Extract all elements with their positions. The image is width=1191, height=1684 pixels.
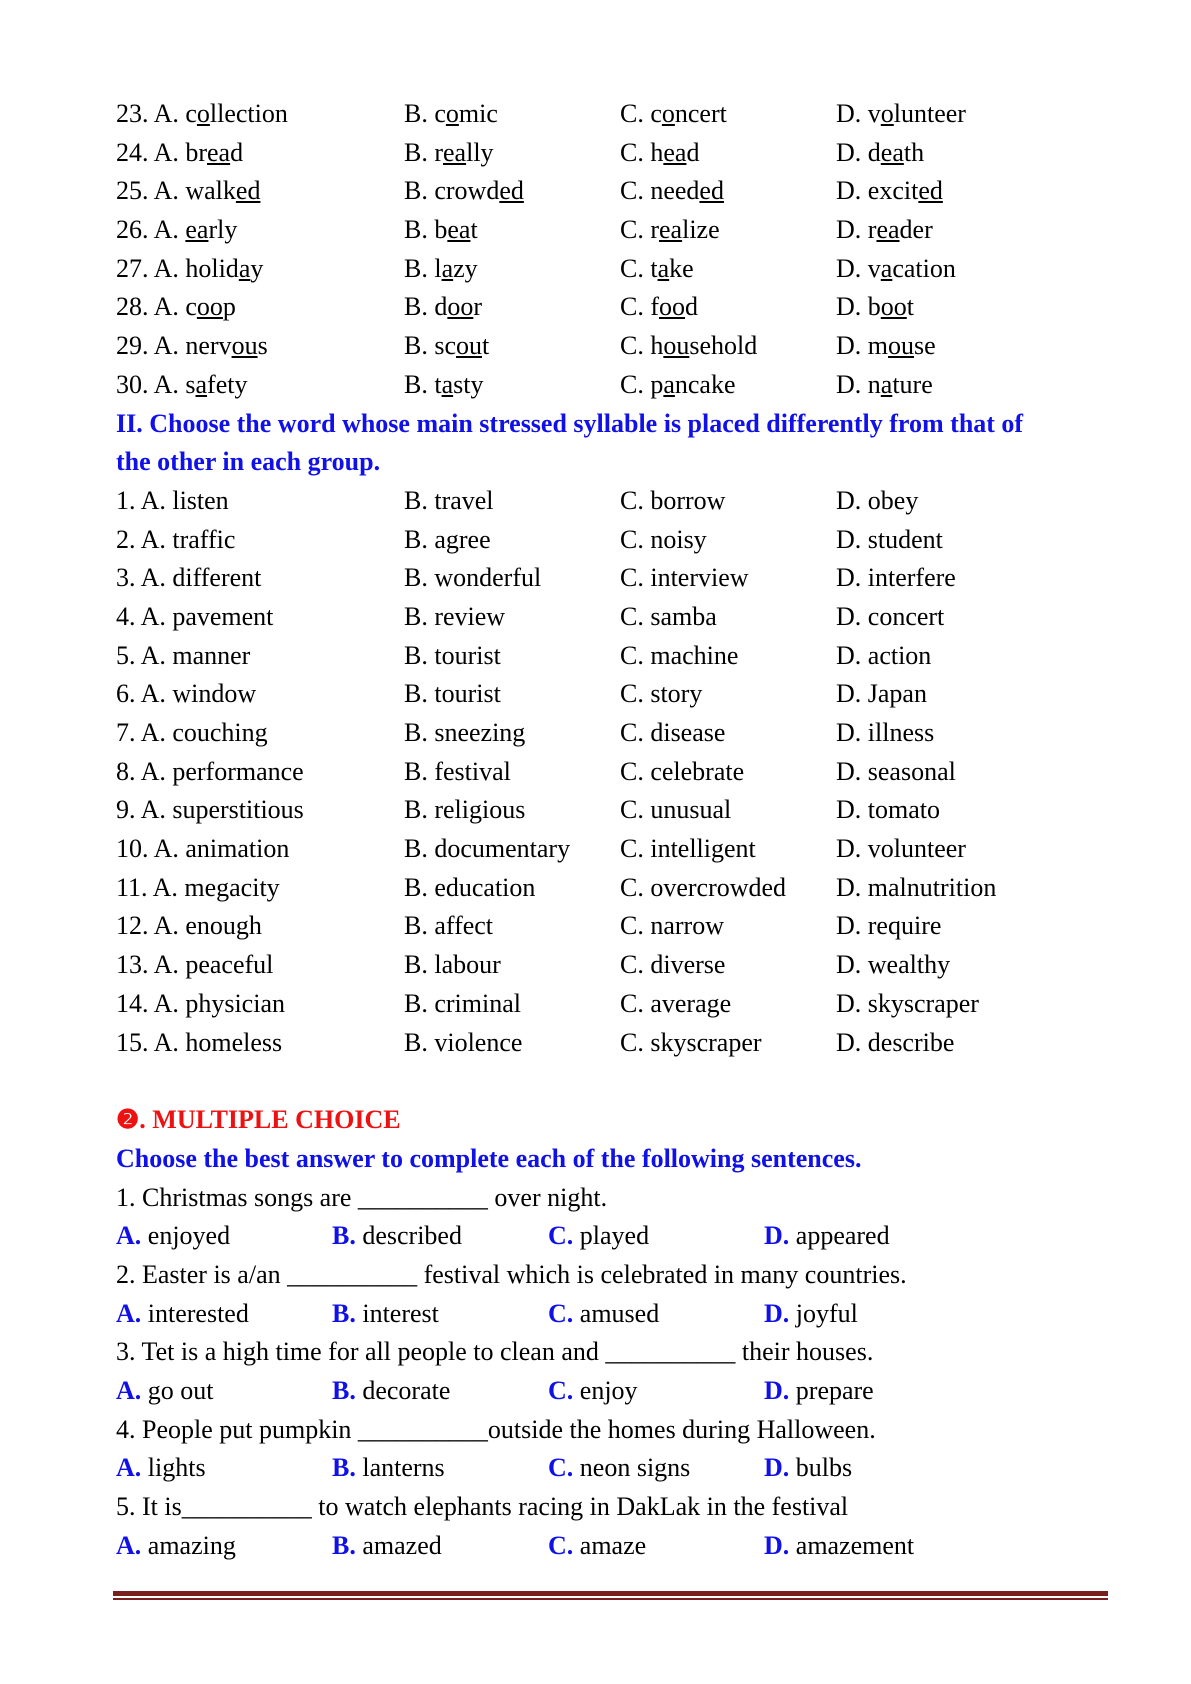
answer-option [116,1217,230,1256]
stress-option: C. skyscraper [620,1027,762,1057]
option-text-after: y [250,253,264,283]
answer-option [332,1217,462,1256]
question-number: 25. [116,176,149,206]
pronunciation-option [836,134,924,173]
stress-option: B. review [404,601,506,631]
stress-option: 6. A. window [116,679,257,709]
answer-option [332,1449,445,1488]
answer-options [116,1527,1116,1566]
option-text-before: D. n [836,369,881,399]
answer-option [548,1527,646,1566]
option-text-before: A. br [153,137,208,167]
stress-option: B. wonderful [404,563,542,593]
answer-option [332,1372,450,1411]
underlined-sound: o [196,99,210,128]
stress-row [116,1024,1116,1063]
option-letter: A. [116,1221,142,1251]
option-text-after: d [685,292,698,322]
stress-option: D. action [836,640,932,670]
pronunciation-option [404,288,482,327]
option-text-after: sty [453,369,484,399]
answer-option [332,1295,439,1334]
stress-option: C. samba [620,601,717,631]
underlined-sound: a [195,369,208,399]
stress-row [116,675,1116,714]
stress-option: B. agree [404,524,491,554]
stress-row [116,985,1116,1024]
option-word: go out [147,1376,214,1406]
footer-rule-thick [113,1591,1108,1596]
underlined-sound: ea [185,215,209,245]
option-word: interested [147,1298,249,1328]
underlined-sound: a [238,253,251,283]
option-text-after: lunteer [893,99,966,128]
pronunciation-option [116,95,288,134]
option-letter: A. [116,1298,142,1328]
option-word: interest [362,1298,439,1328]
option-text-before: D. m [836,331,888,361]
pronunciation-option [116,366,247,405]
pronunciation-option [620,211,720,250]
underlined-sound: ea [880,137,904,167]
option-text-before: C. h [620,331,664,361]
option-text-before: A. nerv [153,331,232,361]
stress-option: C. celebrate [620,756,745,786]
answer-option [548,1295,659,1334]
stress-option: C. interview [620,563,749,593]
stress-option: 14. A. physician [116,988,285,1018]
answer-option [116,1527,236,1566]
stress-row [116,946,1116,985]
option-text-after: ture [892,369,933,399]
option-text-after: mic [458,99,498,128]
option-word: enjoy [579,1376,638,1406]
pronunciation-row [116,95,1116,134]
option-letter: C. [548,1221,574,1251]
option-text-before: B. b [404,215,448,245]
underlined-sound: o [880,99,894,128]
stress-option: 10. A. animation [116,834,290,864]
question-text: 3. Tet is a high time for all people to clean and __________ their houses. [116,1337,874,1367]
stress-option: C. noisy [620,524,707,554]
option-word: amazing [147,1530,236,1560]
question-text: 1. Christmas songs are __________ over night. [116,1182,608,1212]
stress-option: C. unusual [620,795,732,825]
option-letter: C. [548,1530,574,1560]
option-text-after: fety [207,369,248,399]
stress-option: C. borrow [620,485,726,515]
option-text-after: t [906,292,915,322]
multiple-choice-questions [116,1179,1116,1566]
option-word: described [362,1221,462,1251]
answer-options [116,1295,1116,1334]
option-text-after: se [914,331,936,361]
stress-row [116,521,1116,560]
stress-option: B. criminal [404,988,521,1018]
underlined-sound: ou [456,331,482,361]
option-word: amazement [795,1530,915,1560]
underlined-sound: ed [235,176,261,206]
option-word: lights [147,1453,206,1483]
option-text-after: d [230,137,244,167]
stress-option: B. tourist [404,679,501,709]
stress-option: C. overcrowded [620,872,787,902]
stress-option: 8. A. performance [116,756,304,786]
pronunciation-option [404,95,498,134]
answer-option [332,1527,442,1566]
option-text-before: D. d [836,137,881,167]
underlined-sound: ea [207,137,231,167]
option-letter: B. [332,1376,356,1406]
option-text-after: llection [209,99,288,128]
question-number: 24. [116,137,149,167]
pronunciation-row [116,172,1116,211]
stress-row [116,907,1116,946]
pronunciation-option [116,250,263,289]
pronunciation-option [620,327,757,366]
option-text-before: B. sc [404,331,456,361]
option-letter: A. [116,1453,142,1483]
question-number: 23. [116,99,149,128]
pronunciation-option [836,95,966,134]
option-text-before: A. s [153,369,196,399]
stress-option: B. tourist [404,640,501,670]
question-number: 28. [116,292,149,322]
stress-option: B. violence [404,1027,523,1057]
option-text-before: B. d [404,292,448,322]
stress-option: C. average [620,988,732,1018]
option-letter: B. [332,1221,356,1251]
pronunciation-row [116,366,1116,405]
stress-option: D. interfere [836,563,956,593]
section-2-heading-line1: II. Choose the word whose main stressed syllable is placed differently from that of [116,408,1024,438]
option-word: amazed [362,1530,442,1560]
option-word: prepare [795,1376,874,1406]
underlined-sound: oo [196,292,223,322]
option-text-before: C. f [620,292,659,322]
pronunciation-option [404,172,524,211]
answer-option [764,1527,914,1566]
stress-option: 11. A. megacity [116,872,280,902]
underlined-sound: o [661,99,675,128]
pronunciation-row [116,211,1116,250]
question-number: 30. [116,369,149,399]
pronunciation-option [836,250,956,289]
pronunciation-option [404,250,478,289]
stress-option: D. illness [836,718,935,748]
stress-option: B. sneezing [404,718,526,748]
option-text-before: B. r [404,137,443,167]
pronunciation-option [836,211,933,250]
stress-option: 3. A. different [116,563,262,593]
option-text-before: C. p [620,369,664,399]
option-text-after: s [257,331,268,361]
underlined-sound: oo [659,292,685,322]
underlined-sound: ou [231,331,258,361]
option-text-after: rly [208,215,238,245]
option-letter: C. [548,1376,574,1406]
stress-option: C. machine [620,640,739,670]
answer-options [116,1372,1116,1411]
stress-option: C. narrow [620,911,724,941]
stress-option: 7. A. couching [116,718,268,748]
question-number: 27. [116,253,149,283]
stress-option: D. Japan [836,679,927,709]
question-number: 29. [116,331,149,361]
multiple-choice-title: ❷. MULTIPLE CHOICE [116,1105,401,1135]
pronunciation-option [836,288,914,327]
section-2-heading [116,405,1116,482]
underlined-sound: a [657,253,670,283]
stress-section [116,482,1116,1062]
stress-option: C. disease [620,718,726,748]
underlined-sound: ea [659,215,683,245]
pronunciation-option [404,211,478,250]
option-text-after: ncake [674,369,736,399]
option-letter: B. [332,1453,356,1483]
stress-option: D. tomato [836,795,940,825]
option-text-before: C. h [620,137,664,167]
stress-row [116,830,1116,869]
pronunciation-row [116,327,1116,366]
option-text-before: D. r [836,215,877,245]
option-text-after: zy [453,253,478,283]
section-2-heading-line2: the other in each group. [116,447,381,477]
stress-option: D. volunteer [836,834,966,864]
footer-rule-thin [113,1598,1108,1600]
stress-option: D. seasonal [836,756,956,786]
pronunciation-option [404,366,483,405]
option-text-after: t [482,331,490,361]
stress-option: D. wealthy [836,950,951,980]
option-letter: D. [764,1298,790,1328]
option-text-before: D. v [836,253,881,283]
underlined-sound: a [880,253,893,283]
option-word: decorate [362,1376,451,1406]
answer-options [116,1217,1116,1256]
answer-options [116,1449,1116,1488]
underlined-sound: ou [888,331,914,361]
answer-option [116,1372,214,1411]
option-letter: D. [764,1221,790,1251]
option-letter: B. [332,1298,356,1328]
option-word: enjoyed [147,1221,231,1251]
stress-option: 12. A. enough [116,911,262,941]
option-text-after: d [686,137,700,167]
stress-option: B. documentary [404,834,571,864]
stress-row [116,598,1116,637]
option-text-before: C. need [620,176,700,206]
stress-option: D. require [836,911,942,941]
stress-option: D. skyscraper [836,988,979,1018]
pronunciation-option [620,172,724,211]
option-word: bulbs [795,1453,853,1483]
option-text-before: D. excit [836,176,919,206]
stress-option: 5. A. manner [116,640,251,670]
pronunciation-option [620,95,727,134]
worksheet-page [116,95,1116,1566]
option-text-before: B. c [404,99,446,128]
pronunciation-option [116,172,260,211]
underlined-sound: ou [663,331,690,361]
pronunciation-option [116,288,236,327]
underlined-sound: a [441,253,454,283]
option-word: amaze [579,1530,647,1560]
stress-row [116,482,1116,521]
option-text-before: A. walk [153,176,236,206]
question-text: 2. Easter is a/an __________ festival which is celebrated in many countries. [116,1260,907,1289]
pronunciation-option [116,134,243,173]
option-text-after: sehold [689,331,758,361]
stress-row [116,791,1116,830]
answer-option [764,1295,858,1334]
stress-option: C. diverse [620,950,726,980]
option-text-after: der [899,215,933,245]
stress-option: 2. A. traffic [116,524,236,554]
underlined-sound: oo [447,292,474,322]
option-letter: B. [332,1530,356,1560]
option-letter: A. [116,1376,142,1406]
option-text-before: C. c [620,99,662,128]
option-text-after: lly [466,137,494,167]
stress-option: 4. A. pavement [116,601,274,631]
stress-option: B. education [404,872,536,902]
answer-option [548,1217,649,1256]
underlined-sound: ed [918,176,943,206]
stress-option: D. describe [836,1027,955,1057]
pronunciation-option [116,327,268,366]
option-text-before: B. crowd [404,176,500,206]
underlined-sound: ea [443,137,467,167]
option-word: amused [579,1298,660,1328]
option-text-before: A. [153,215,186,245]
question-text: 4. People put pumpkin __________outside the homes during Halloween. [116,1414,876,1444]
underlined-sound: a [880,369,893,399]
stress-row [116,637,1116,676]
stress-row [116,869,1116,908]
stress-row [116,559,1116,598]
answer-option [764,1372,874,1411]
stress-option: B. travel [404,485,494,515]
option-text-after: r [473,292,483,322]
underlined-sound: oo [880,292,907,322]
option-text-after: lize [682,215,720,245]
stress-row [116,753,1116,792]
stress-option: B. festival [404,756,511,786]
pronunciation-option [836,327,936,366]
option-text-before: C. t [620,253,658,283]
stress-option: D. concert [836,601,945,631]
pronunciation-option [836,366,933,405]
option-text-before: B. l [404,253,442,283]
underlined-sound: ed [699,176,724,206]
option-text-before: D. v [836,99,881,128]
option-text-before: B. t [404,369,442,399]
pronunciation-option [404,134,494,173]
option-text-before: D. b [836,292,881,322]
answer-option [548,1449,690,1488]
option-word: played [579,1221,650,1251]
option-text-after: t [470,215,478,245]
pronunciation-section [116,95,1116,405]
option-text-after: th [903,137,925,167]
option-text-before: A. holid [153,253,239,283]
pronunciation-option [116,211,237,250]
stress-option: B. labour [404,950,501,980]
pronunciation-option [620,366,736,405]
option-text-after: ke [669,253,694,283]
option-text-after: p [222,292,236,322]
option-letter: D. [764,1530,790,1560]
answer-option [764,1217,890,1256]
stress-option: B. affect [404,911,494,941]
option-letter: C. [548,1298,574,1328]
answer-option [764,1449,852,1488]
underlined-sound: o [445,99,459,128]
pronunciation-option [404,327,489,366]
stress-option: 9. A. superstitious [116,795,304,825]
stress-row [116,714,1116,753]
pronunciation-row [116,250,1116,289]
stress-option: D. malnutrition [836,872,997,902]
stress-option: 15. A. homeless [116,1027,283,1057]
option-text-before: A. c [153,292,197,322]
pronunciation-option [620,288,698,327]
underlined-sound: a [441,369,454,399]
answer-option [116,1449,206,1488]
pronunciation-row [116,288,1116,327]
multiple-choice-instruction: Choose the best answer to complete each of the following sentences. [116,1143,862,1173]
stress-option: B. religious [404,795,526,825]
option-word: joyful [795,1298,858,1328]
stress-option: D. student [836,524,943,554]
stress-option: 13. A. peaceful [116,950,274,980]
pronunciation-option [836,172,943,211]
underlined-sound: ea [876,215,900,245]
option-letter: A. [116,1530,142,1560]
option-word: neon signs [579,1453,691,1483]
underlined-sound: ea [663,137,687,167]
stress-option: 1. A. listen [116,485,229,515]
pronunciation-row [116,134,1116,173]
stress-option: C. intelligent [620,834,756,864]
underlined-sound: ed [499,176,524,206]
answer-option [116,1295,249,1334]
stress-option: D. obey [836,485,919,515]
pronunciation-option [620,134,699,173]
option-letter: C. [548,1453,574,1483]
option-word: appeared [795,1221,890,1251]
option-letter: D. [764,1376,790,1406]
option-text-before: A. c [153,99,197,128]
option-text-after: ncert [674,99,727,128]
answer-option [548,1372,638,1411]
pronunciation-option [620,250,694,289]
option-word: lanterns [362,1453,445,1483]
underlined-sound: ea [447,215,471,245]
option-text-after: cation [892,253,956,283]
option-letter: D. [764,1453,790,1483]
stress-option: C. story [620,679,703,709]
option-text-before: C. r [620,215,659,245]
question-text: 5. It is__________ to watch elephants racing in DakLak in the festival [116,1492,849,1522]
underlined-sound: a [663,369,675,399]
question-number: 26. [116,215,149,245]
